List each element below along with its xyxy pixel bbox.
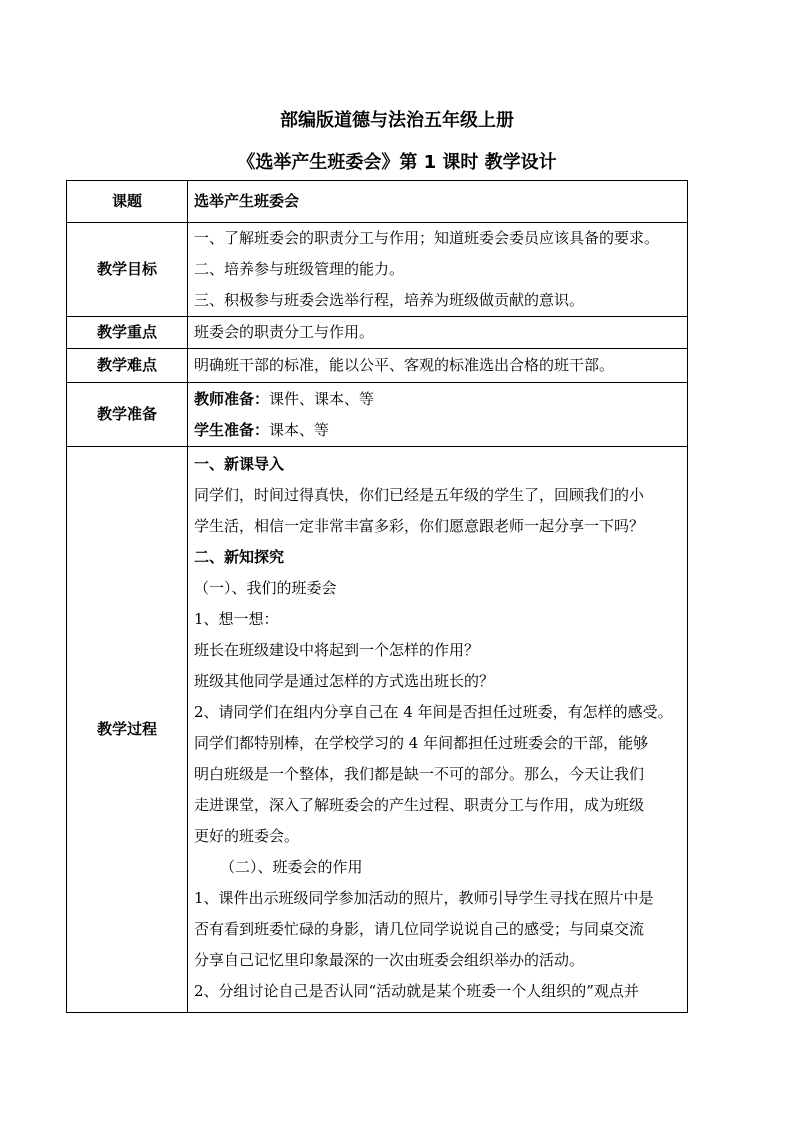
section-heading: 二、新知探究 [194,548,285,566]
table-row-difficulty [67,349,688,383]
table-row-preparation [67,383,688,447]
table-row-key-point [67,317,688,349]
lesson-plan-table [66,180,688,1013]
preparation-label: 教学准备 [67,383,188,447]
teacher-preparation [194,384,681,415]
table-row-process [67,447,688,1013]
key-point-value: 班委会的职责分工与作用。 [188,317,688,349]
paragraph-line: 同学们，时间过得真快，你们已经是五年级的学生了，回顾我们的小 [194,486,645,504]
paragraph-line: 明白班级是一个整体，我们都是缺一不可的部分。那么，今天让我们 [194,765,645,783]
teacher-preparation-value: 课件、课本、等 [269,389,375,408]
table-row-goals [67,223,688,317]
teacher-preparation-label: 教师准备： [194,389,270,408]
goal-item: 一、了解班委会的职责分工与作用；知道班委会委员应该具备的要求。 [194,229,660,247]
process-cell [188,447,688,1013]
process-label: 教学过程 [67,447,188,1013]
topic-label: 课题 [67,181,188,223]
paragraph-line: 班级其他同学是通过怎样的方式选出班长的？ [194,672,495,690]
document-subtitle: 《选举产生班委会》第 1 课时 教学设计 [237,152,557,173]
paragraph-line: 更好的班委会。 [194,827,300,845]
topic-value: 选举产生班委会 [188,181,688,223]
student-preparation-label: 学生准备： [194,420,270,439]
goal-item: 二、培养参与班级管理的能力。 [194,260,405,278]
paragraph-line: 1、想一想： [194,610,279,628]
document-title: 部编版道德与法治五年级上册 [280,110,514,131]
paragraph-line: 分享自己记忆里印象最深的一次由班委会组织举办的活动。 [194,951,585,969]
goals-label: 教学目标 [67,223,188,317]
table-row-topic [67,181,688,223]
goal-item: 三、积极参与班委会选举行程，培养为班级做贡献的意识。 [194,291,585,309]
student-preparation-value: 课本、等 [269,420,330,439]
paragraph-line: 2、请同学们在组内分享自己在 4 年间是否担任过班委，有怎样的感受。 [194,703,673,721]
section-heading: 一、新课导入 [194,455,285,473]
paragraph-line: 学生活，相信一定非常丰富多彩，你们愿意跟老师一起分享一下吗？ [194,517,645,535]
key-point-label: 教学重点 [67,317,188,349]
difficulty-value: 明确班干部的标准，能以公平、客观的标准选出合格的班干部。 [188,349,688,383]
difficulty-label: 教学难点 [67,349,188,383]
paragraph-line: 1、课件出示班级同学参加活动的照片，教师引导学生寻找在照片中是 [194,889,654,907]
paragraph-line: 同学们都特别棒，在学校学习的 4 年间都担任过班委会的干部，能够 [194,734,649,752]
preparation-cell [188,383,688,447]
paragraph-line: 走进课堂，深入了解班委会的产生过程、职责分工与作用，成为班级 [194,796,645,814]
subsection-heading: （一）、我们的班委会 [194,579,337,597]
goals-cell [188,223,688,317]
subsection-heading: （二）、班委会的作用 [220,858,363,876]
paragraph-line: 班长在班级建设中将起到一个怎样的作用？ [194,641,480,659]
paragraph-line: 否有看到班委忙碌的身影，请几位同学说说自己的感受；与同桌交流 [194,920,645,938]
paragraph-line: 2、分组讨论自己是否认同“活动就是某个班委一个人组织的”观点并 [194,982,639,1000]
student-preparation [194,415,681,446]
